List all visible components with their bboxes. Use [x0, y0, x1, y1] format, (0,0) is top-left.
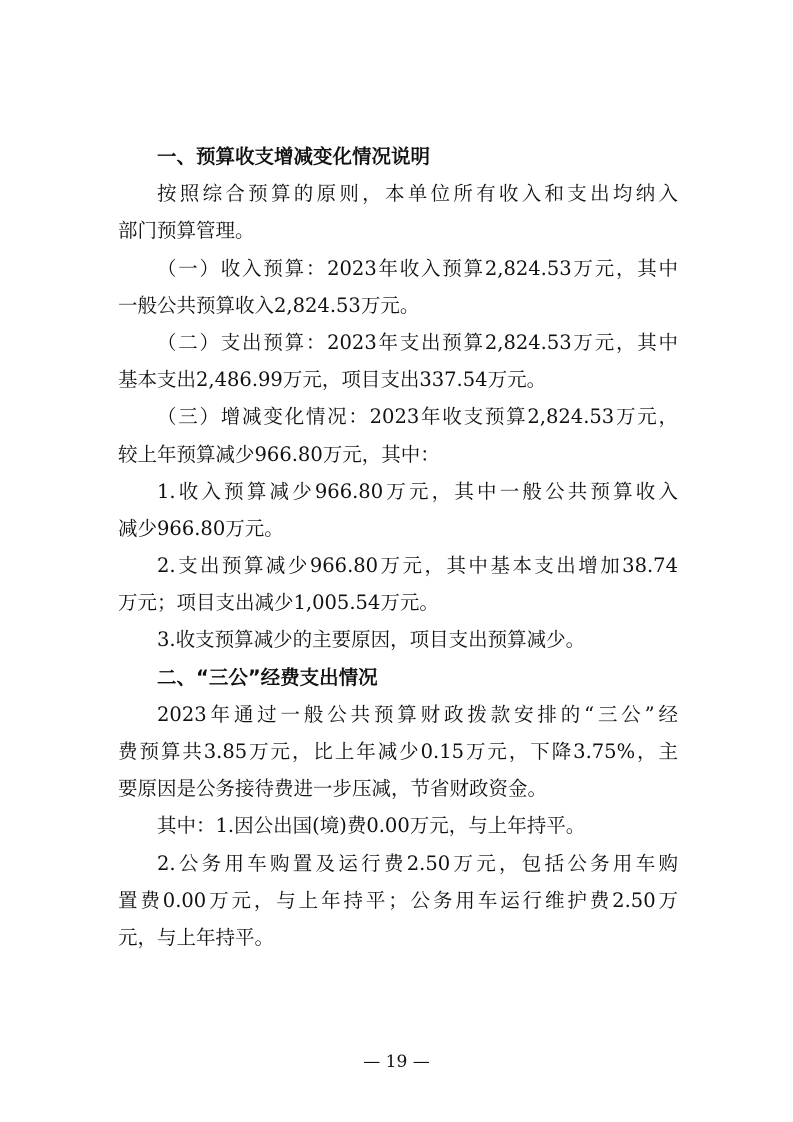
paragraph-line: （一）收入预算：2023年收入预算2,824.53万元，其中 — [157, 256, 678, 280]
section-1-heading: 一、预算收支增减变化情况说明 — [157, 145, 431, 168]
paragraph-line: 元，与上年持平。 — [118, 925, 275, 949]
page-number: — 19 — — [363, 1052, 430, 1072]
paragraph-line: 按照综合预算的原则，本单位所有收入和支出均纳入 — [157, 182, 678, 206]
paragraph-line: 部门预算管理。 — [118, 219, 255, 243]
paragraph-line: 万元；项目支出减少1,005.54万元。 — [118, 591, 439, 615]
paragraph-line: （三）增减变化情况：2023年收支预算2,824.53万元， — [157, 405, 678, 429]
paragraph-line: 3.收支预算减少的主要原因，项目支出预算减少。 — [157, 628, 586, 652]
paragraph-line: （二）支出预算：2023年支出预算2,824.53万元，其中 — [157, 330, 678, 354]
paragraph-line: 置费0.00万元，与上年持平；公务用车运行维护费2.50万 — [118, 888, 678, 912]
section-2-heading: 二、“三公”经费支出情况 — [157, 665, 378, 689]
paragraph-line: 减少966.80万元。 — [118, 516, 284, 540]
paragraph-line: 其中：1.因公出国(境)费0.00万元，与上年持平。 — [157, 814, 586, 838]
paragraph-line: 较上年预算减少966.80万元，其中： — [118, 442, 440, 466]
paragraph-line: 基本支出2,486.99万元，项目支出337.54万元。 — [118, 368, 547, 392]
paragraph-line: 要原因是公务接待费进一步压减，节省财政资金。 — [118, 777, 548, 801]
paragraph-line: 费预算共3.85万元，比上年减少0.15万元，下降3.75%，主 — [118, 740, 678, 763]
paragraph-line: 一般公共预算收入2,824.53万元。 — [118, 293, 420, 317]
paragraph-line: 1.收入预算减少966.80万元，其中一般公共预算收入 — [157, 479, 678, 503]
paragraph-line: 2.支出预算减少966.80万元，其中基本支出增加38.74 — [157, 554, 678, 578]
paragraph-line: 2.公务用车购置及运行费2.50万元，包括公务用车购 — [157, 851, 678, 875]
page-body — [118, 138, 678, 956]
paragraph-line: 2023年通过一般公共预算财政拨款安排的“三公”经 — [157, 702, 678, 726]
